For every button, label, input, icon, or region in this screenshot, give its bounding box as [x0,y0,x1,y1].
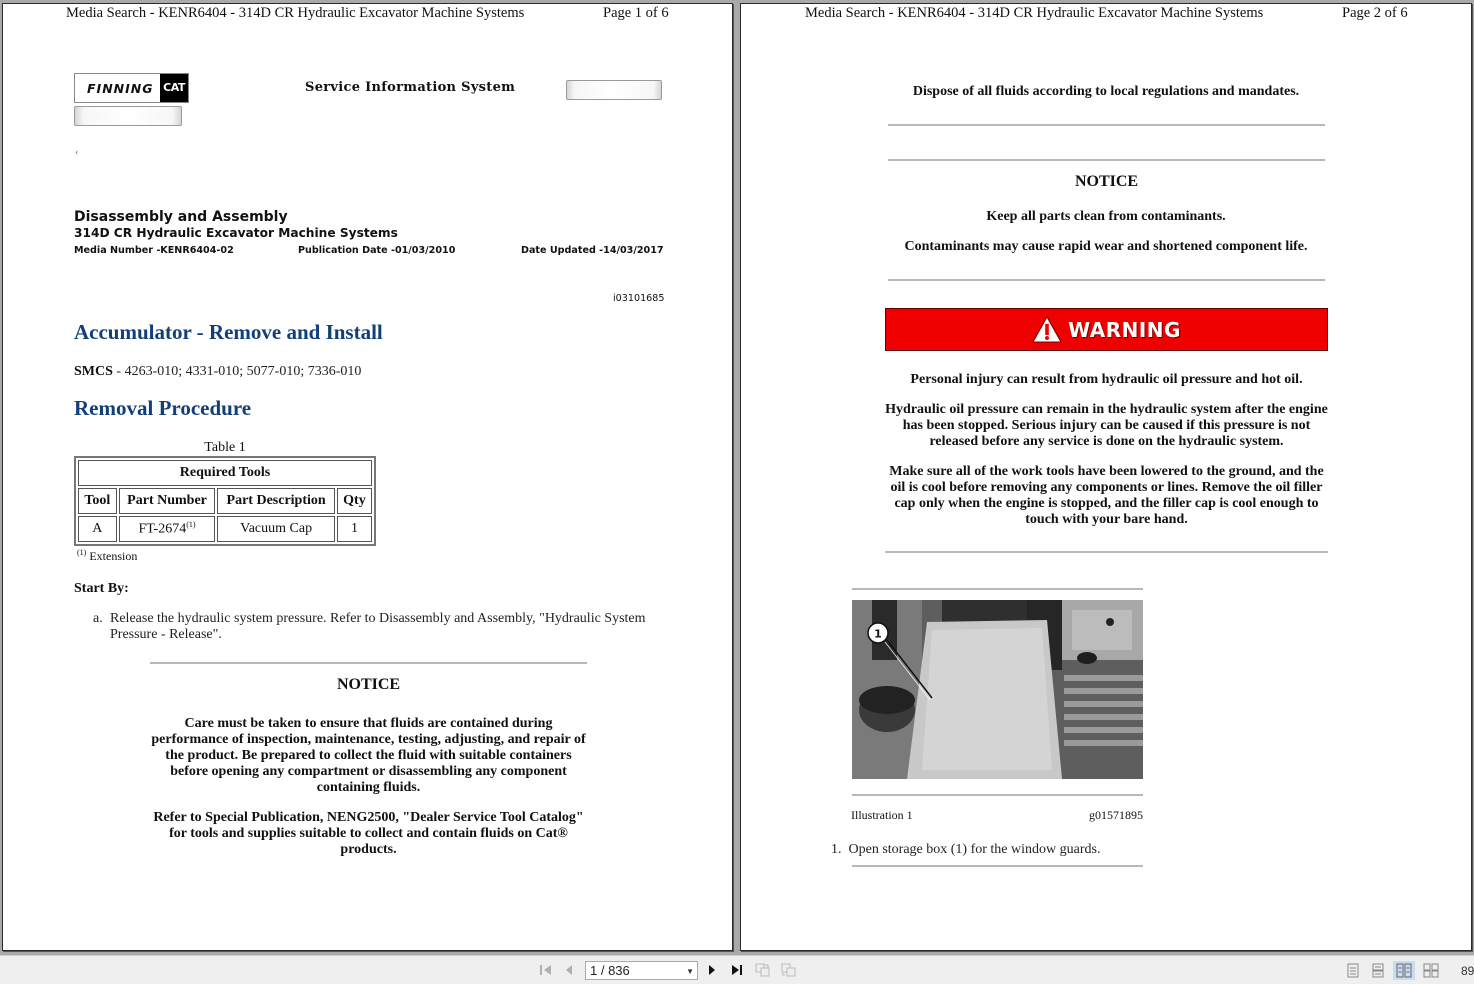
warning-label: WARNING [1068,317,1181,342]
cell-tool: A [78,516,117,542]
svg-text:1: 1 [874,627,882,641]
zoom-level[interactable]: 89 [1461,964,1474,978]
cell-qty: 1 [337,516,372,542]
previous-page-icon[interactable] [562,962,576,978]
view-two-page-continuous-button[interactable] [1420,961,1442,980]
divider [888,279,1325,281]
view-single-page-button[interactable] [1342,961,1364,980]
next-view-icon[interactable] [780,962,798,978]
two-page-icon [1396,963,1412,978]
table-caption: Table 1 [204,440,246,455]
graphic-id: g01571895 [1089,808,1143,822]
cell-description: Vacuum Cap [217,516,335,542]
column-header: Tool [78,488,117,514]
cat-logo-mark: CAT [160,74,188,102]
divider [888,159,1325,161]
view-two-page-button[interactable] [1393,961,1415,980]
column-header: Qty [337,488,372,514]
notice-body: Keep all parts clean from contaminants. Contaminants may cause rapid wear and shortened component life. [904,209,1308,254]
page-label: Page 1 of 6 [603,5,669,21]
running-header: Media Search - KENR6404 - 314D CR Hydraulic Excavator Machine Systems [66,5,525,21]
logo-brand: FINNING [87,81,154,96]
page-label: Page 2 of 6 [1342,5,1408,21]
reference-id: i03101685 [613,293,665,304]
single-continuous-icon [1372,963,1384,978]
divider [852,865,1143,867]
blank-button-left[interactable] [74,106,182,126]
step-1 [831,842,1100,858]
table-row [78,516,372,542]
divider [852,794,1143,796]
chevron-down-icon[interactable]: ▼ [686,967,694,976]
table-footnote: $^{(1)}$ Extension [77,548,138,563]
required-tools-table [74,456,376,546]
step-a [93,611,673,643]
publication-date: Publication Date -01/03/2010 [298,245,456,256]
previous-view-icon[interactable] [754,962,772,978]
running-header: Media Search - KENR6404 - 314D CR Hydraulic Excavator Machine Systems [805,5,1264,21]
divider [852,588,1143,590]
blank-button-right[interactable] [566,80,662,100]
back-arrow-icon[interactable]: ‹ [75,147,79,158]
notice-body: Care must be taken to ensure that fluids are contained during performance of inspection, maintenance, testing, adjusting, and repair of the product. Be prepared to collect the fluid with suitable containers before opening any compartment or disassembling any component containing fluids. Refer to Special Publication, NENG2500, "Dealer Service Tool Catalog" for tools and supplies suitable to collect and contain fluids on Cat® products. [151,716,586,857]
divider [150,662,587,664]
column-header: Part Number [119,488,216,514]
smcs-value: - 4263-010; 4331-010; 5077-010; 7336-010 [112,364,362,379]
section-heading: Removal Procedure [74,396,252,420]
next-page-icon[interactable] [705,962,719,978]
warning-triangle-icon [1032,316,1062,343]
divider [888,124,1325,126]
notice-continued: Dispose of all fluids according to local regulations and mandates. [912,84,1300,99]
step-text: Open storage box (1) for the window guards. [848,842,1101,857]
notice-heading: NOTICE [336,676,401,693]
single-page-icon [1347,963,1359,978]
step-label: 1. [831,842,842,857]
footnote-mark: (1) [186,520,196,530]
smcs-label: SMCS [74,364,113,379]
warning-body: Personal injury can result from hydraulic oil pressure and hot oil. Hydraulic oil pressure can remain in the hydraulic system after the engine has been stopped. Serious injury can be caused if this pressure is not released before any service is done on the hydraulic system. Make sure all of the work tools have been lowered to the ground, and the oil is cool before removing any components or lines. Remove the oil filler cap only when the engine is stopped, and the filler cap is cool enough to touch with your bare hand. [885,372,1328,527]
page-2 [740,3,1472,951]
date-updated: Date Updated -14/03/2017 [521,245,664,256]
step-label: a. [93,611,103,626]
viewer-toolbar [0,955,1474,984]
smcs-codes [74,364,361,380]
sis-title: Service Information System [305,80,516,95]
page-1 [2,3,733,951]
step-text: Release the hydraulic system pressure. Refer to Disassembly and Assembly, "Hydraulic System Pressure - Release". [110,611,646,642]
media-number: Media Number -KENR6404-02 [74,245,234,256]
divider [885,551,1328,553]
doc-subtitle: 314D CR Hydraulic Excavator Machine Systems [74,226,398,240]
page-number-field[interactable]: 1 / 836 ▼ [585,961,698,980]
cell-part-number: FT-2674$^{(1)}$ [119,516,216,542]
storage-box-photo [852,600,1143,779]
page-heading: Accumulator - Remove and Install [74,320,383,344]
column-header: Part Description [217,488,335,514]
first-page-icon[interactable] [538,962,554,978]
view-single-continuous-button[interactable] [1367,961,1389,980]
start-by-label: Start By: [74,581,129,596]
illustration-photo [852,600,1143,779]
last-page-icon[interactable] [729,962,745,978]
table-title: Required Tools [78,460,372,486]
illustration-caption: Illustration 1 [851,808,913,822]
two-page-continuous-icon [1423,963,1439,978]
doc-title: Disassembly and Assembly [74,209,288,225]
notice-heading: NOTICE [1074,173,1139,190]
finning-cat-logo [74,73,189,103]
warning-banner [885,308,1328,351]
